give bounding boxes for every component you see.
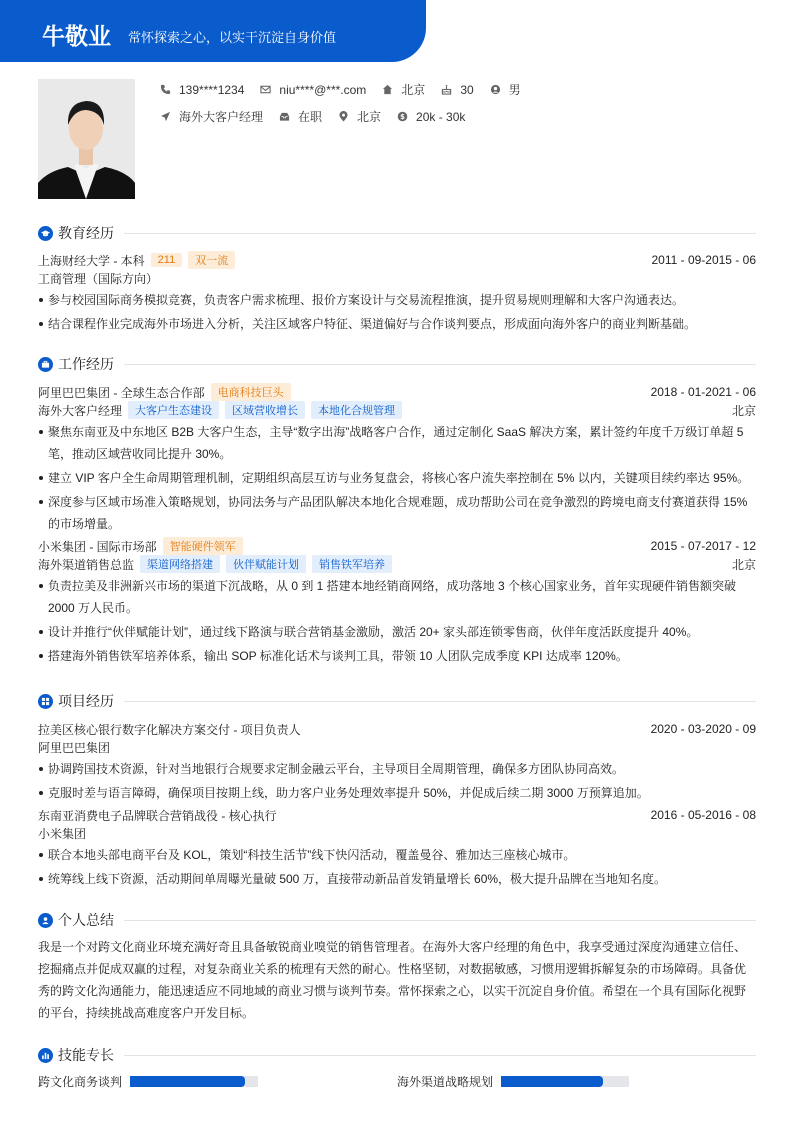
project-period: 2016 - 05-2016 - 08	[650, 808, 756, 822]
job-period: 2018 - 01-2021 - 06	[650, 385, 756, 399]
divider	[124, 233, 756, 234]
role-tag: 本地化合规管理	[311, 401, 402, 419]
project-org: 小米集团	[38, 826, 87, 841]
phone-icon	[160, 84, 171, 95]
section-title: 教育经历	[58, 225, 114, 241]
divider	[124, 1055, 756, 1056]
school-tag: 211	[151, 253, 183, 267]
skills-list	[38, 1073, 756, 1090]
list-item: 负责拉美及非洲新兴市场的渠道下沉战略，从 0 到 1 搭建本地经销商网络，成功落地 3 个核心国家业务，首年实现硬件销售额突破 2000 万人民币。	[38, 575, 756, 619]
grid-icon	[38, 694, 53, 709]
skill-bar	[130, 1076, 258, 1087]
company-tag: 电商科技巨头	[211, 383, 291, 401]
list-item: 搭建海外销售铁军培养体系，输出 SOP 标准化话术与谈判工具，带领 10 人团队完成季度 KPI 达成率 120%。	[38, 645, 756, 667]
cake-icon	[441, 84, 452, 95]
divider	[124, 701, 756, 702]
candidate-motto: 常怀探索之心，以实干沉淀自身价值	[128, 30, 337, 45]
location-icon	[338, 111, 349, 122]
summary-text: 我是一个对跨文化商业环境充满好奇且具备敏锐商业嗅觉的销售管理者。在海外大客户经理的角色中，我享受通过深度沟通建立信任、挖掘痛点并促成双赢的过程，对复杂商业关系的梳理有天然的耐心。性格坚韧，对数据敏感，习惯用逻辑拆解复杂的市场障碍。具备优秀的跨文化沟通能力，能迅速适应不同地域的商业习惯与谈判节奏。常怀探索之心，以实干沉淀自身价值。希望在一个具有国际化视野的平台，持续挑战高难度客户开发目标。	[38, 940, 747, 1020]
school-name: 上海财经大学 - 本科	[38, 253, 145, 268]
job-role: 海外大客户经理	[38, 403, 123, 418]
expected-salary: $ 20k - 30k	[397, 110, 465, 124]
target-city: 北京	[338, 108, 381, 125]
education-bullets	[38, 289, 756, 335]
projects-header	[38, 691, 756, 711]
user-icon	[38, 913, 53, 928]
phone: 139****1234	[160, 83, 244, 97]
candidate-name: 牛敬业	[42, 23, 111, 49]
skill-item	[397, 1073, 756, 1090]
role-tag: 伙伴赋能计划	[226, 555, 306, 573]
job-status: 在职	[279, 108, 322, 125]
section-title: 技能专长	[58, 1047, 114, 1063]
job-role: 海外渠道销售总监	[38, 557, 135, 572]
list-item: 联合本地头部电商平台及 KOL，策划“科技生活节”线下快闪活动，覆盖曼谷、雅加达三座核心城市。	[38, 844, 756, 866]
section-title: 个人总结	[58, 912, 114, 928]
job-intent-row	[160, 108, 481, 125]
list-item: 设计并推行“伙伴赋能计划”，通过线下路演与联合营销基金激励，激活 20+ 家头部连锁零售商，伙伴年度活跃度提升 40%。	[38, 621, 756, 643]
summary-section	[38, 910, 756, 1024]
major: 工商管理（国际方向）	[38, 271, 159, 286]
skills-header	[38, 1045, 756, 1065]
section-title: 工作经历	[58, 356, 114, 372]
svg-text:$: $	[400, 112, 405, 121]
school-tag: 双一流	[188, 251, 235, 269]
gender-icon	[490, 84, 501, 95]
briefcase-icon	[38, 357, 53, 372]
home-icon	[382, 84, 393, 95]
contact-row	[160, 81, 537, 98]
education-entry	[38, 251, 756, 269]
list-item: 建立 VIP 客户全生命周期管理机制，定期组织高层互访与业务复盘会，将核心客户流失率控制在 5% 以内，关键项目续约率达 95%。	[38, 467, 756, 489]
project-entry	[38, 720, 756, 804]
project-entry	[38, 806, 756, 890]
list-item: 克服时差与语言障碍，确保项目按期上线，助力客户业务处理效率提升 50%，并促成后续二期 3000 万预算追加。	[38, 782, 756, 804]
project-bullets	[38, 758, 756, 804]
education-section	[38, 223, 756, 335]
hometown: 北京	[382, 81, 425, 98]
job-city: 北京	[731, 403, 756, 418]
list-item: 深度参与区域市场准入策略规划，协同法务与产品团队解决本地化合规难题，成功帮助公司在竞争激烈的跨境电商支付赛道获得 15% 的市场增量。	[38, 491, 756, 535]
summary-header	[38, 910, 756, 930]
list-item: 统筹线上线下资源，活动期间单周曝光量破 500 万，直接带动新品首发销量增长 60%，极大提升品牌在当地知名度。	[38, 868, 756, 890]
skill-bar	[501, 1076, 629, 1087]
job-city: 北京	[731, 557, 756, 572]
project-name: 拉美区核心银行数字化解决方案交付 - 项目负责人	[38, 722, 301, 737]
skills-section	[38, 1045, 756, 1090]
dollar-icon	[397, 111, 408, 122]
company-name: 阿里巴巴集团 - 全球生态合作部	[38, 385, 205, 400]
role-tag: 销售铁军培养	[312, 555, 392, 573]
divider	[124, 364, 756, 365]
list-item: 协调跨国技术资源，针对当地银行合规要求定制金融云平台，主导项目全周期管理，确保多方团队协同高效。	[38, 758, 756, 780]
project-org: 阿里巴巴集团	[38, 740, 111, 755]
email: niu****@***.com	[260, 83, 366, 97]
work-header	[38, 354, 756, 374]
mail-icon	[260, 84, 271, 95]
target-position: 海外大客户经理	[160, 108, 263, 125]
job-period: 2015 - 07-2017 - 12	[650, 539, 756, 553]
role-tag: 大客户生态建设	[128, 401, 219, 419]
skill-fill	[501, 1076, 603, 1087]
inbox-icon	[279, 111, 290, 122]
skill-name: 海外渠道战略规划	[397, 1075, 494, 1089]
job-bullets	[38, 421, 756, 535]
project-bullets	[38, 844, 756, 890]
project-name: 东南亚消费电子品牌联合营销战役 - 核心执行	[38, 808, 277, 823]
divider	[124, 920, 756, 921]
role-tag: 渠道网络搭建	[140, 555, 220, 573]
role-tag: 区域营收增长	[225, 401, 305, 419]
education-period: 2011 - 09-2015 - 06	[651, 253, 756, 267]
job-entry	[38, 537, 756, 667]
graduation-cap-icon	[38, 226, 53, 241]
list-item: 结合课程作业完成海外市场进入分析，关注区域客户特征、渠道偏好与合作谈判要点，形成面向海外客户的商业判断基础。	[38, 313, 756, 335]
education-header	[38, 223, 756, 243]
list-item: 聚焦东南亚及中东地区 B2B 大客户生态，主导“数字出海”战略客户合作，通过定制化 SaaS 解决方案，累计签约年度千万级订单超 5 笔，推动区域营收同比提升 30%。	[38, 421, 756, 465]
job-bullets	[38, 575, 756, 667]
company-tag: 智能硬件领军	[163, 537, 243, 555]
bar-chart-icon	[38, 1048, 53, 1063]
gender: 男	[490, 81, 521, 98]
job-entry	[38, 383, 756, 535]
work-section	[38, 354, 756, 667]
company-name: 小米集团 - 国际市场部	[38, 539, 157, 554]
section-title: 项目经历	[58, 693, 114, 709]
list-item: 参与校园国际商务模拟竞赛，负责客户需求梳理、报价方案设计与交易流程推演，提升贸易规则理解和大客户沟通表达。	[38, 289, 756, 311]
skill-item	[38, 1073, 397, 1090]
projects-section	[38, 691, 756, 890]
skill-name: 跨文化商务谈判	[38, 1075, 123, 1089]
skill-fill	[130, 1076, 245, 1087]
age: 30	[441, 83, 473, 97]
send-icon	[160, 111, 171, 122]
profile-photo	[38, 79, 135, 199]
project-period: 2020 - 03-2020 - 09	[650, 722, 756, 736]
